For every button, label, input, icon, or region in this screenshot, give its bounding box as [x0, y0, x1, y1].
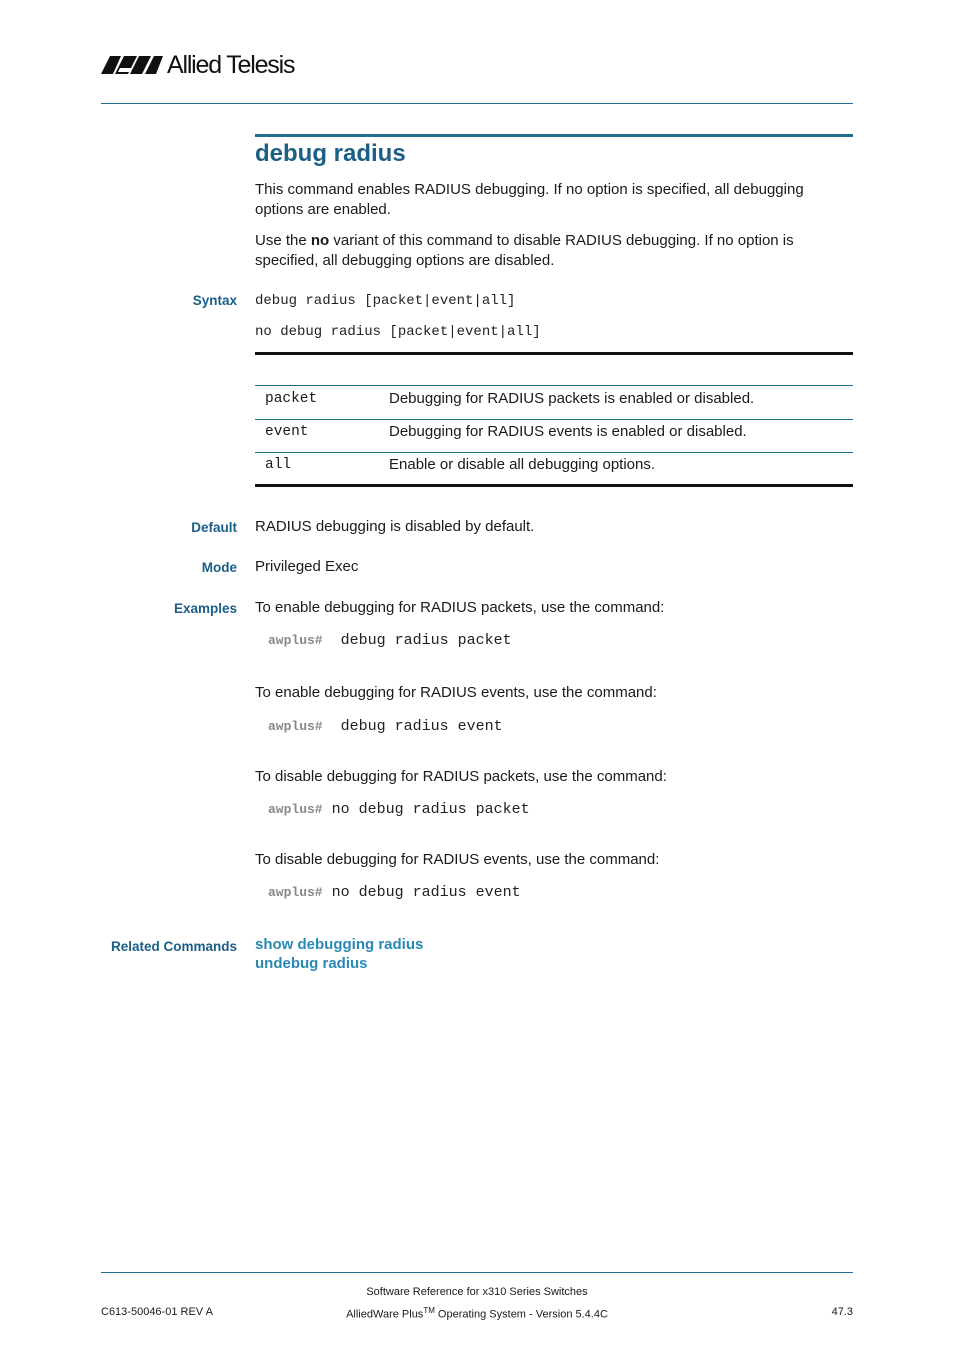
syntax-line-1: debug radius [packet|event|all] — [255, 293, 516, 309]
table-row — [255, 386, 853, 419]
cli-prompt: awplus# — [268, 633, 323, 648]
related-link-show-debugging-radius[interactable]: show debugging radius — [255, 936, 424, 953]
param-name: all — [265, 457, 292, 473]
example-command — [268, 801, 530, 818]
intro-paragraph: This command enables RADIUS debugging. If no option is specified, all debugging options are enabled. — [255, 181, 804, 218]
cli-command: no debug radius packet — [331, 801, 530, 818]
page-title: debug radius — [255, 140, 406, 167]
mode-label: Mode — [201, 560, 237, 575]
related-commands-label: Related Commands — [110, 939, 237, 954]
table-bottom-rule — [255, 484, 853, 487]
header-rule — [101, 103, 853, 104]
cli-prompt: awplus# — [268, 802, 323, 817]
footer-title: Software Reference for x310 Series Switches — [366, 1286, 588, 1298]
table-top-rule — [255, 352, 853, 355]
footer-trademark: TM — [423, 1306, 435, 1315]
example-command — [268, 884, 521, 901]
no-variant-paragraph — [255, 231, 853, 271]
param-name: packet — [265, 391, 318, 407]
cli-prompt: awplus# — [268, 719, 323, 734]
title-rule — [255, 134, 853, 137]
mode-text: Privileged Exec — [255, 558, 359, 575]
example-description: To disable debugging for RADIUS events, use the command: — [255, 851, 660, 868]
table-row — [255, 452, 853, 485]
no-keyword: no — [310, 232, 330, 249]
syntax-line-2: no debug radius [packet|event|all] — [255, 324, 541, 340]
footer-product: AlliedWare Plus — [346, 1308, 424, 1321]
logo-text: Allied Telesis — [167, 50, 295, 79]
default-label: Default — [191, 520, 237, 535]
example-description: To enable debugging for RADIUS events, use the command: — [255, 684, 657, 701]
cli-command: no debug radius event — [331, 884, 521, 901]
table-row — [255, 419, 853, 452]
footer-doc-id: C613-50046-01 REV A — [101, 1306, 213, 1318]
footer-version: Operating System - Version 5.4.4C — [434, 1308, 608, 1321]
param-desc: Enable or disable all debugging options. — [389, 456, 656, 473]
example-description: To enable debugging for RADIUS packets, use the command: — [255, 599, 665, 616]
no-variant-pre: Use the — [255, 232, 311, 249]
param-name: event — [265, 424, 309, 440]
related-link-undebug-radius[interactable]: undebug radius — [255, 955, 368, 972]
cli-prompt: awplus# — [268, 885, 323, 900]
parameter-table — [255, 352, 853, 473]
example-command — [268, 632, 512, 649]
param-desc: Debugging for RADIUS events is enabled or disabled. — [389, 423, 747, 440]
cli-command: debug radius event — [340, 718, 503, 735]
no-variant-post: variant of this command to disable RADIUS debugging. If no option is specified, all debugging options are disabled. — [255, 232, 794, 269]
example-description: To disable debugging for RADIUS packets, use the command: — [255, 768, 667, 785]
footer-page-number: 47.3 — [831, 1306, 853, 1318]
example-command — [268, 718, 503, 735]
examples-label: Examples — [173, 601, 237, 616]
allied-telesis-logo-icon — [101, 54, 163, 76]
param-desc: Debugging for RADIUS packets is enabled or disabled. — [389, 390, 755, 407]
cli-command: debug radius packet — [340, 632, 512, 649]
footer-rule — [101, 1272, 853, 1273]
allied-telesis-logo — [101, 50, 294, 80]
syntax-label: Syntax — [192, 293, 237, 308]
default-text: RADIUS debugging is disabled by default. — [255, 518, 535, 535]
